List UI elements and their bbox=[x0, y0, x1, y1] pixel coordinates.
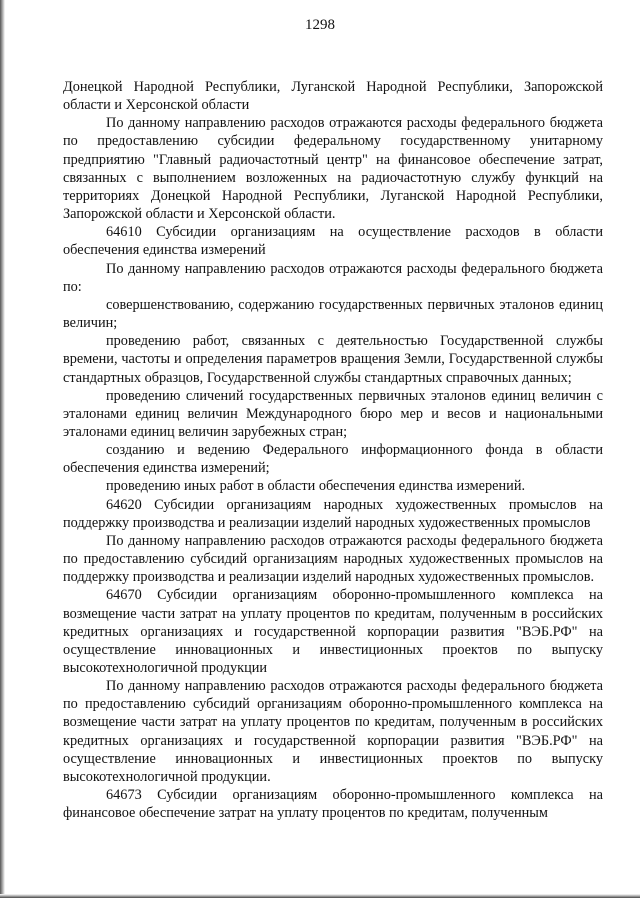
paragraph-continuation: Донецкой Народной Республики, Луганской Народной Республики, Запорожской области и Херсонской области bbox=[63, 79, 603, 114]
paragraph: По данному направлению расходов отражаются расходы федерального бюджета по предоставлению субсидий организациям народных художественных промыслов на поддержку производства и реализации изделий народных художественных промыслов. bbox=[63, 532, 603, 586]
section-heading-64620: 64620 Субсидии организациям народных художественных промыслов на поддержку производства и реализации изделий народных художественных промыслов bbox=[63, 496, 603, 531]
page-number: 1298 bbox=[305, 17, 335, 33]
list-item: созданию и ведению Федерального информационного фонда в области обеспечения единства измерений; bbox=[63, 442, 603, 477]
scan-bottom-edge bbox=[0, 894, 640, 898]
list-item: проведению работ, связанных с деятельностью Государственной службы времени, частоты и определения параметров вращения Земли, Государственной службы стандартных образцов, Государственной службы стандартных справочных данных; bbox=[63, 333, 603, 386]
section-heading-64610: 64610 Субсидии организациям на осуществление расходов в области обеспечения единства измерений bbox=[63, 224, 603, 259]
list-item: проведению иных работ в области обеспечения единства измерений. bbox=[106, 478, 526, 495]
list-item: совершенствованию, содержанию государственных первичных эталонов единиц величин; bbox=[63, 296, 603, 332]
paragraph: По данному направлению расходов отражаются расходы федерального бюджета по предоставлению субсидии федеральному государственному унитарному предприятию "Главный радиочастотный центр" на финансовое обеспечение затрат, связанных с выполнением возложенных на радиочастотную службу функций на территориях Донецкой Народной Республики, Луганской Народной Республики, Запорожской области и Херсонской области. bbox=[63, 115, 603, 223]
list-item: проведению сличений государственных первичных эталонов единиц величин с эталонами единиц величин Международного бюро мер и весов и национальными эталонами единиц величин зарубежных стран; bbox=[63, 387, 603, 440]
scan-left-edge bbox=[0, 0, 5, 898]
section-heading-64673: 64673 Субсидии организациям оборонно-промышленного комплекса на финансовое обеспечение затрат на уплату процентов по кредитам, полученным bbox=[63, 787, 603, 822]
paragraph: По данному направлению расходов отражаются расходы федерального бюджета по: bbox=[63, 260, 603, 295]
document-body bbox=[63, 78, 603, 822]
paragraph: По данному направлению расходов отражаются расходы федерального бюджета по предоставлению субсидий организациям оборонно-промышленного комплекса на возмещение части затрат на уплату процентов по кредитам, полученным в российских кредитных организациях и государственной корпорации развития "ВЭБ.РФ" на осуществление инновационных и инвестиционных проектов по выпуску высокотехнологичной продукции. bbox=[63, 678, 603, 785]
section-heading-64670: 64670 Субсидии организациям оборонно-промышленного комплекса на возмещение части затрат на уплату процентов по кредитам, полученным в российских кредитных организациях и государственной корпорации развития "ВЭБ.РФ" на осуществление инновационных и инвестиционных проектов по выпуску высокотехнологичной продукции bbox=[63, 587, 603, 676]
